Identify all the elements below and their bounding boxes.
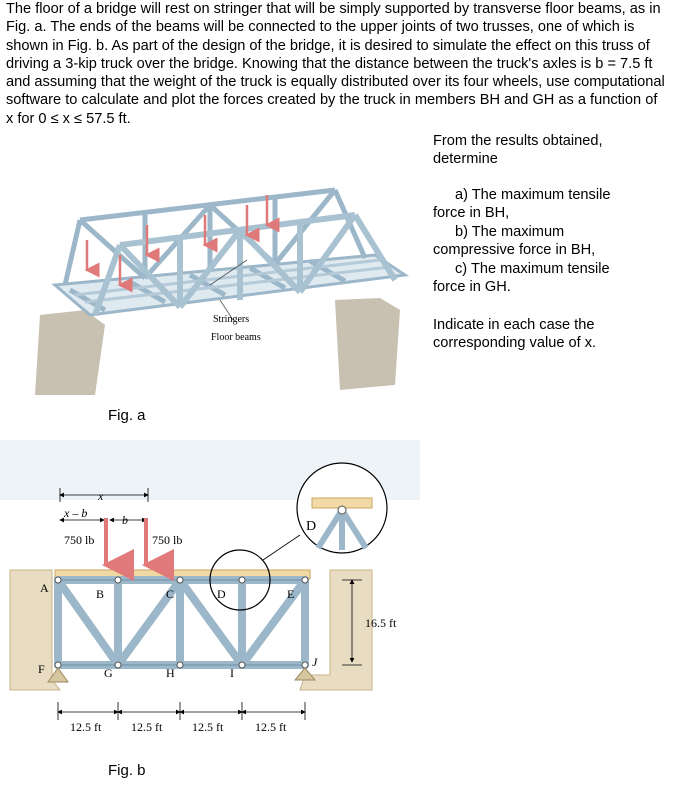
label-floor-beams: Floor beams [211,332,261,343]
joint-i: I [230,666,234,680]
right-abutment [300,570,372,690]
label-stringers: Stringers [213,314,250,325]
detail-label-d: D [306,519,317,534]
dim-b-label: b [122,513,128,527]
figure-b-caption: Fig. b [108,762,146,779]
joint-b: B [96,587,105,601]
joint-f: F [38,662,45,676]
question-a: a) The maximum tensile force in BH, [433,187,611,222]
span-2-label: 12.5 ft [131,720,163,734]
right-pier [335,298,400,390]
load-1-label: 750 lb [64,533,95,547]
joint-j: J [312,655,318,669]
joint-h: H [166,666,175,680]
joint-d: D [217,587,226,601]
span-1-label: 12.5 ft [70,720,102,734]
span-dimensions [58,702,305,720]
problem-statement: The floor of a bridge will rest on stringer that will be simply supported by transverse floor beams, as in Fig. a. The ends of the beams will be connected to the upper joints of two trusses, one of which is shown in Fig. b. As part of the design of the bridge, it is desired to simulate the effect on this truss of driving a 3-kip truck over the bridge. Knowing that the distance between the truck's axles is b = 7.5 ft and assuming that the weight of the truck is equally distributed over its four wheels, use computational software to calculate and plot the forces created by the truck in members BH and GH as a function of x for 0 ≤ x ≤ 57.5 ft. [6,1,665,127]
span-3-label: 12.5 ft [192,720,224,734]
joint-g: G [104,666,113,680]
dim-height-label: 16.5 ft [365,616,397,630]
figure-a-bridge [35,160,430,400]
joint-a: A [40,581,49,595]
dim-xb-label: x – b [64,506,88,520]
left-abutment [10,570,60,690]
figure-b-truss [0,440,420,740]
side-closing: Indicate in each case the corresponding value of x. [433,317,597,352]
question-b: b) The maximum compressive force in BH, [433,224,596,259]
load-2-label: 750 lb [152,533,183,547]
left-pier [35,310,105,395]
joint-e: E [287,587,295,601]
dim-x-label: x [98,489,104,503]
side-intro: From the results obtained, determine [433,133,603,168]
figure-a-caption: Fig. a [108,407,146,424]
roller-support-j [295,668,315,680]
question-c: c) The maximum tensile force in GH. [433,261,610,296]
span-4-label: 12.5 ft [255,720,287,734]
joint-c: C [166,587,175,601]
